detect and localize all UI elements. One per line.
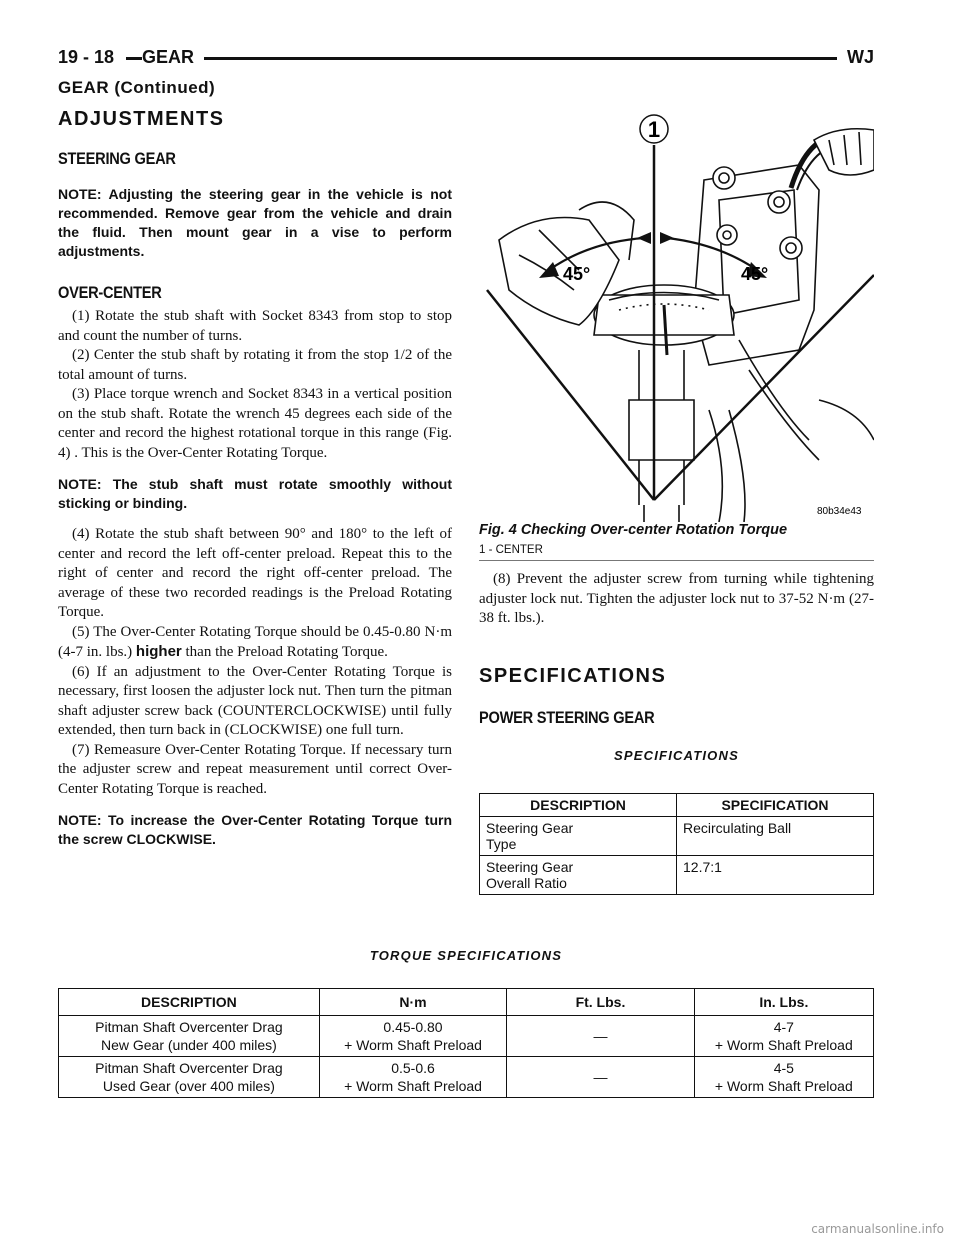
torque-desc: Used Gear (over 400 miles) [102, 1078, 275, 1094]
power-steering-gear-heading: POWER STEERING GEAR [479, 707, 655, 727]
step-7-text: (7) Remeasure Over-Center Rotating Torque. If necessary turn the adjuster screw and repeat measurement until correct Over-Center Rotating Torque is reached. [58, 741, 452, 797]
table-header-row [480, 794, 874, 817]
adjustments-heading: ADJUSTMENTS [58, 108, 225, 130]
col-nm: N·m [319, 989, 506, 1016]
page-number: 19 - 18 [58, 44, 126, 70]
step-2 [58, 346, 452, 385]
table-row [59, 1016, 874, 1057]
torque-in: 4-5 [773, 1060, 794, 1076]
torque-desc: New Gear (under 400 miles) [100, 1037, 277, 1053]
table-header-row [59, 989, 874, 1016]
torque-nm: 0.45-0.80 [383, 1019, 443, 1035]
step-5 [58, 623, 452, 663]
torque-nm-cell [319, 1057, 506, 1098]
step-3 [58, 385, 452, 463]
torque-ft: — [507, 1016, 694, 1057]
note-adjusting: NOTE: Adjusting the steering gear in the vehicle is not recommended. Remove gear from the vehicle and drain the fluid. Then mount gear in a vise to perform adjustments. [58, 186, 452, 259]
torque-in-cell [694, 1016, 873, 1057]
col-description: DESCRIPTION [59, 989, 320, 1016]
right-column [479, 570, 874, 763]
step-1-text: (1) Rotate the stub shaft with Socket 8343 from stop to stop and count the number of turns. [58, 308, 452, 344]
spec-table-title: SPECIFICATIONS [614, 747, 739, 763]
col-specification: SPECIFICATION [677, 794, 874, 817]
spec-desc-cell [480, 817, 677, 856]
figure-legend: 1 - CENTER [479, 544, 543, 556]
over-center-heading: OVER-CENTER [58, 283, 162, 302]
step-5-text-b: than the Preload Rotating Torque. [185, 644, 388, 660]
spec-desc: Overall Ratio [486, 875, 567, 891]
page-header [58, 44, 874, 72]
torque-table-title: TORQUE SPECIFICATIONS [369, 948, 563, 963]
step-6 [58, 663, 452, 741]
spec-desc: Type [486, 836, 517, 852]
figure-title: Fig. 4 Checking Over-center Rotation Torque [479, 522, 788, 538]
torque-desc-cell [59, 1057, 320, 1098]
table-row [480, 817, 874, 856]
step-1 [58, 307, 452, 346]
caption-rule [479, 560, 874, 561]
steering-gear-heading: STEERING GEAR [58, 149, 176, 168]
torque-in-cell [694, 1057, 873, 1098]
torque-desc-cell [59, 1016, 320, 1057]
continued-heading: GEAR (Continued) [58, 78, 216, 97]
arrow-right-icon [660, 232, 674, 244]
col-ft-lbs: Ft. Lbs. [507, 989, 694, 1016]
note-clockwise: NOTE: To increase the Over-Center Rotating Torque turn the screw CLOCKWISE. [58, 812, 452, 847]
angle-left-label: 45° [563, 264, 591, 284]
step-8-text: (8) Prevent the adjuster screw from turning while tightening adjuster lock nut. Tighten the adjuster lock nut to 37-52 N·m (27-38 ft. lbs.). [479, 571, 874, 626]
torque-nm-cell [319, 1016, 506, 1057]
table-row [59, 1057, 874, 1098]
left-column [58, 108, 452, 849]
arrow-left-icon [637, 232, 651, 244]
torque-nm: 0.5-0.6 [391, 1060, 435, 1076]
spec-value: Recirculating Ball [677, 817, 874, 856]
torque-nm-note: + Worm Shaft Preload [344, 1037, 482, 1053]
step-4-text: (4) Rotate the stub shaft between 90° and 180° to the left of center and record the left off-center preload. Repeat this to the right of center and record the right off-center preload. The average of these two recorded readings is the Preload Rotating Torque. [58, 526, 452, 620]
step-3-text: (3) Place torque wrench and Socket 8343 in a vertical position on the stub shaft. Rotate the wrench 45 degrees each side of the center and record the highest rotational torque in this range (Fig. 4) . This is the Over-Center Rotating Torque. [58, 386, 452, 461]
torque-desc: Pitman Shaft Overcenter Drag [95, 1060, 283, 1076]
torque-in-note: + Worm Shaft Preload [714, 1037, 853, 1053]
step-6-text: (6) If an adjustment to the Over-Center Rotating Torque is necessary, first loosen the adjuster lock nut. Then turn the pitman shaft adjuster screw back (COUNTERCLOCKWISE) until fully extended, then turn back in (CLOCKWISE) one full turn. [58, 663, 452, 738]
step-5-text-a: (5) The Over-Center Rotating Torque should be 0.45-0.80 N·m (4-7 in. lbs.) [58, 623, 452, 660]
step-5-emphasis: higher [135, 643, 182, 660]
angle-right-label: 45° [741, 264, 769, 284]
torque-in-note: + Worm Shaft Preload [714, 1078, 853, 1094]
model-code: WJ [837, 44, 874, 70]
col-description: DESCRIPTION [480, 794, 677, 817]
col-in-lbs: In. Lbs. [694, 989, 873, 1016]
specifications-table [479, 793, 874, 895]
spec-desc: Steering Gear [486, 820, 574, 836]
step-4 [58, 525, 452, 623]
step-2-text: (2) Center the stub shaft by rotating it from the stop 1/2 of the total amount of turns. [58, 347, 452, 383]
table-row [480, 856, 874, 895]
step-8 [479, 570, 874, 629]
spec-value: 12.7:1 [677, 856, 874, 895]
figure-code: 80b34e43 [817, 506, 862, 517]
section-title: GEAR [142, 44, 204, 70]
spec-desc-cell [480, 856, 677, 895]
step-7 [58, 741, 452, 800]
watermark-link[interactable]: carmanualsonline.info [811, 1222, 944, 1236]
note-stub-shaft: NOTE: The stub shaft must rotate smoothly without sticking or binding. [58, 476, 452, 511]
figure-caption [479, 522, 874, 561]
steering-gear-drawing [479, 110, 874, 522]
spec-desc: Steering Gear [486, 859, 574, 875]
torque-specifications-table [58, 988, 874, 1098]
figure-4-illustration [479, 110, 874, 522]
specifications-heading: SPECIFICATIONS [479, 664, 667, 687]
torque-ft: — [507, 1057, 694, 1098]
torque-nm-note: + Worm Shaft Preload [344, 1078, 482, 1094]
torque-desc: Pitman Shaft Overcenter Drag [95, 1019, 283, 1035]
callout-number: 1 [647, 117, 661, 142]
torque-in: 4-7 [773, 1019, 794, 1035]
